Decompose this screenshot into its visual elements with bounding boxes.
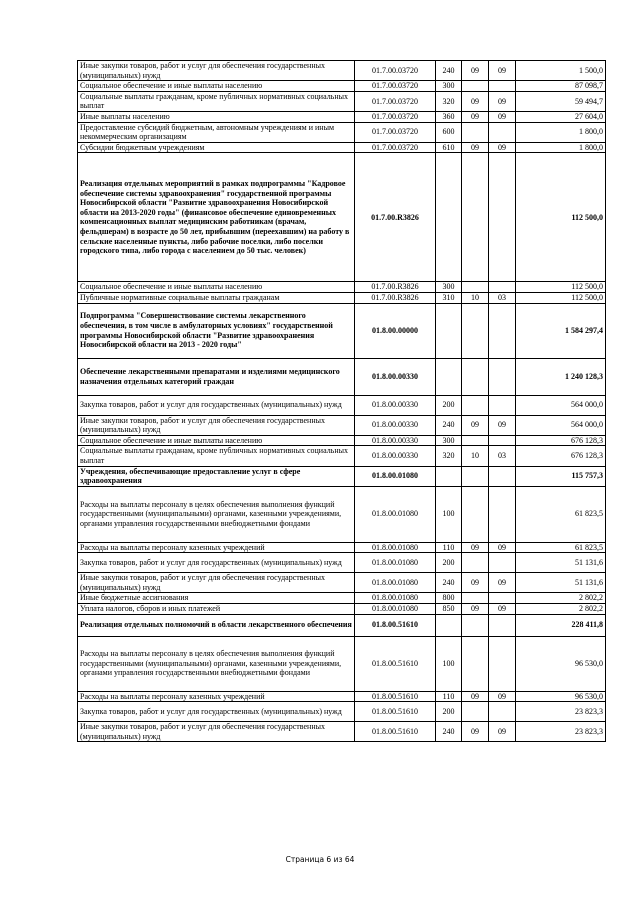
row-pr-cell: 09 [489, 573, 516, 593]
row-rz-cell: 09 [462, 604, 489, 615]
row-sum-cell: 2 802,2 [516, 593, 606, 604]
row-sum-cell: 96 530,0 [516, 691, 606, 702]
row-pr-cell [489, 614, 516, 636]
row-sum-cell: 23 823,3 [516, 722, 606, 742]
row-code-cell: 01.8.00.51610 [355, 691, 436, 702]
row-rz-cell [462, 358, 489, 395]
row-vr-cell: 200 [436, 702, 462, 722]
row-sum-cell: 27 604,0 [516, 111, 606, 122]
row-name-cell: Обеспечение лекарственными препаратами и изделиями медицинского назначения отдельных категорий граждан [78, 358, 355, 395]
row-rz-cell [462, 636, 489, 691]
table-row [78, 604, 606, 615]
row-sum-cell: 61 823,5 [516, 542, 606, 553]
row-sum-cell: 676 128,3 [516, 435, 606, 446]
row-code-cell: 01.8.00.00330 [355, 435, 436, 446]
row-rz-cell [462, 81, 489, 92]
row-name-cell: Предоставление субсидий бюджетным, автономным учреждениям и иным некоммерческим организациям [78, 122, 355, 142]
row-rz-cell [462, 486, 489, 542]
row-sum-cell: 112 500,0 [516, 292, 606, 303]
row-sum-cell: 1 800,0 [516, 142, 606, 153]
row-name-cell: Социальные выплаты гражданам, кроме публичных нормативных социальных выплат [78, 91, 355, 111]
table-row [78, 91, 606, 111]
table-row [78, 446, 606, 466]
row-sum-cell: 1 500,0 [516, 61, 606, 81]
row-rz-cell [462, 466, 489, 486]
row-pr-cell: 03 [489, 446, 516, 466]
row-name-cell: Субсидии бюджетным учреждениям [78, 142, 355, 153]
row-pr-cell: 09 [489, 61, 516, 81]
table-row [78, 542, 606, 553]
row-vr-cell: 100 [436, 486, 462, 542]
row-code-cell: 01.7.00.R3826 [355, 153, 436, 282]
row-code-cell: 01.8.00.01080 [355, 466, 436, 486]
row-sum-cell: 96 530,0 [516, 636, 606, 691]
row-vr-cell: 110 [436, 691, 462, 702]
row-pr-cell [489, 486, 516, 542]
row-name-cell: Реализация отдельных мероприятий в рамках подпрограммы "Кадровое обеспечение системы здравоохранения" государственной программы Новосибирской области "Развитие здравоохранения Новосибирской области на 2013-2020 годы" (финансовое обеспечение единовременных компенсационных выплат медицинским работникам (врачам, фельдшерам) в возрасте до 50 лет, прибывшим (переехавшим) на работу в сельские населенные пункты, либо рабочие поселки, либо поселки городского типа, либо города с населением до 50 тыс. человек) [78, 153, 355, 282]
row-name-cell: Реализация отдельных полномочий в области лекарственного обеспечения [78, 614, 355, 636]
row-name-cell: Закупка товаров, работ и услуг для государственных (муниципальных) нужд [78, 553, 355, 573]
row-rz-cell [462, 702, 489, 722]
row-pr-cell [489, 553, 516, 573]
row-vr-cell: 300 [436, 435, 462, 446]
row-name-cell: Иные закупки товаров, работ и услуг для обеспечения государственных (муниципальных) нужд [78, 573, 355, 593]
row-vr-cell [436, 303, 462, 358]
row-rz-cell: 10 [462, 446, 489, 466]
table-row [78, 636, 606, 691]
row-code-cell: 01.8.00.01080 [355, 573, 436, 593]
row-vr-cell: 200 [436, 395, 462, 415]
row-pr-cell: 09 [489, 111, 516, 122]
row-sum-cell: 1 584 297,4 [516, 303, 606, 358]
row-vr-cell: 320 [436, 446, 462, 466]
row-name-cell: Иные бюджетные ассигнования [78, 593, 355, 604]
table-row [78, 466, 606, 486]
table-row [78, 292, 606, 303]
row-pr-cell: 03 [489, 292, 516, 303]
row-vr-cell: 300 [436, 282, 462, 293]
row-pr-cell [489, 153, 516, 282]
row-pr-cell: 09 [489, 691, 516, 702]
row-pr-cell: 09 [489, 604, 516, 615]
row-name-cell: Иные закупки товаров, работ и услуг для обеспечения государственных (муниципальных) нужд [78, 61, 355, 81]
budget-table [77, 60, 606, 742]
budget-table-body [78, 61, 606, 742]
page-number-label: Страница 6 из 64 [285, 855, 355, 864]
row-vr-cell: 240 [436, 61, 462, 81]
row-rz-cell: 10 [462, 292, 489, 303]
row-vr-cell: 320 [436, 91, 462, 111]
row-pr-cell [489, 395, 516, 415]
row-name-cell: Иные закупки товаров, работ и услуг для обеспечения государственных (муниципальных) нужд [78, 722, 355, 742]
row-pr-cell [489, 358, 516, 395]
row-code-cell: 01.8.00.01080 [355, 593, 436, 604]
row-sum-cell: 23 823,3 [516, 702, 606, 722]
row-vr-cell [436, 466, 462, 486]
row-sum-cell: 1 240 128,3 [516, 358, 606, 395]
row-vr-cell: 240 [436, 573, 462, 593]
row-name-cell: Уплата налогов, сборов и иных платежей [78, 604, 355, 615]
row-vr-cell [436, 153, 462, 282]
table-row [78, 282, 606, 293]
row-rz-cell: 09 [462, 142, 489, 153]
row-rz-cell [462, 122, 489, 142]
row-vr-cell: 310 [436, 292, 462, 303]
row-name-cell: Публичные нормативные социальные выплаты гражданам [78, 292, 355, 303]
row-name-cell: Иные выплаты населению [78, 111, 355, 122]
row-name-cell: Социальные выплаты гражданам, кроме публичных нормативных социальных выплат [78, 446, 355, 466]
row-rz-cell: 09 [462, 691, 489, 702]
row-sum-cell: 87 098,7 [516, 81, 606, 92]
row-name-cell: Подпрограмма "Совершенствование системы лекарственного обеспечения, в том числе в амбулаторных условиях" государственной программы Новосибирской области "Развитие здравоохранения Новосибирской области на 2013 - 2020 годы" [78, 303, 355, 358]
row-name-cell: Учреждения, обеспечивающие предоставление услуг в сфере здравоохранения [78, 466, 355, 486]
table-row [78, 358, 606, 395]
row-sum-cell: 228 411,8 [516, 614, 606, 636]
row-code-cell: 01.7.00.03720 [355, 142, 436, 153]
row-vr-cell: 850 [436, 604, 462, 615]
table-row [78, 153, 606, 282]
row-code-cell: 01.7.00.03720 [355, 61, 436, 81]
row-code-cell: 01.8.00.00000 [355, 303, 436, 358]
row-code-cell: 01.7.00.R3826 [355, 292, 436, 303]
row-sum-cell: 676 128,3 [516, 446, 606, 466]
table-row [78, 486, 606, 542]
row-code-cell: 01.7.00.03720 [355, 122, 436, 142]
row-name-cell: Закупка товаров, работ и услуг для государственных (муниципальных) нужд [78, 702, 355, 722]
row-name-cell: Социальное обеспечение и иные выплаты населению [78, 282, 355, 293]
row-sum-cell: 59 494,7 [516, 91, 606, 111]
row-vr-cell: 100 [436, 636, 462, 691]
row-name-cell: Расходы на выплаты персоналу казенных учреждений [78, 691, 355, 702]
row-pr-cell: 09 [489, 142, 516, 153]
row-rz-cell [462, 593, 489, 604]
row-code-cell: 01.8.00.01080 [355, 604, 436, 615]
row-name-cell: Социальное обеспечение и иные выплаты населению [78, 81, 355, 92]
table-row [78, 81, 606, 92]
row-rz-cell [462, 282, 489, 293]
row-pr-cell [489, 593, 516, 604]
row-sum-cell: 51 131,6 [516, 573, 606, 593]
row-code-cell: 01.8.00.51610 [355, 702, 436, 722]
row-vr-cell: 110 [436, 542, 462, 553]
row-code-cell: 01.7.00.03720 [355, 81, 436, 92]
table-row [78, 702, 606, 722]
row-code-cell: 01.7.00.03720 [355, 111, 436, 122]
table-row [78, 593, 606, 604]
row-pr-cell: 09 [489, 542, 516, 553]
row-name-cell: Иные закупки товаров, работ и услуг для обеспечения государственных (муниципальных) нужд [78, 415, 355, 435]
row-code-cell: 01.8.00.00330 [355, 415, 436, 435]
row-sum-cell: 112 500,0 [516, 282, 606, 293]
row-sum-cell: 1 800,0 [516, 122, 606, 142]
table-row [78, 553, 606, 573]
table-row [78, 122, 606, 142]
row-code-cell: 01.7.00.R3826 [355, 282, 436, 293]
table-row [78, 722, 606, 742]
row-vr-cell: 240 [436, 722, 462, 742]
row-rz-cell: 09 [462, 415, 489, 435]
row-code-cell: 01.8.00.01080 [355, 542, 436, 553]
row-rz-cell [462, 614, 489, 636]
row-pr-cell [489, 466, 516, 486]
row-sum-cell: 61 823,5 [516, 486, 606, 542]
row-pr-cell: 09 [489, 91, 516, 111]
row-vr-cell: 240 [436, 415, 462, 435]
row-sum-cell: 112 500,0 [516, 153, 606, 282]
row-code-cell: 01.8.00.01080 [355, 486, 436, 542]
row-vr-cell: 360 [436, 111, 462, 122]
table-row [78, 691, 606, 702]
row-vr-cell [436, 614, 462, 636]
row-code-cell: 01.8.00.00330 [355, 358, 436, 395]
row-sum-cell: 564 000,0 [516, 415, 606, 435]
table-row [78, 303, 606, 358]
row-code-cell: 01.7.00.03720 [355, 91, 436, 111]
row-rz-cell [462, 435, 489, 446]
row-pr-cell [489, 702, 516, 722]
row-code-cell: 01.8.00.00330 [355, 446, 436, 466]
row-rz-cell: 09 [462, 542, 489, 553]
row-name-cell: Социальное обеспечение и иные выплаты населению [78, 435, 355, 446]
table-row [78, 111, 606, 122]
row-rz-cell: 09 [462, 111, 489, 122]
row-pr-cell [489, 303, 516, 358]
row-pr-cell: 09 [489, 415, 516, 435]
row-rz-cell: 09 [462, 573, 489, 593]
page-footer [0, 855, 640, 864]
row-vr-cell [436, 358, 462, 395]
row-sum-cell: 115 757,3 [516, 466, 606, 486]
table-row [78, 573, 606, 593]
row-pr-cell: 09 [489, 722, 516, 742]
row-pr-cell [489, 81, 516, 92]
row-vr-cell: 800 [436, 593, 462, 604]
row-name-cell: Закупка товаров, работ и услуг для государственных (муниципальных) нужд [78, 395, 355, 415]
row-pr-cell [489, 435, 516, 446]
row-code-cell: 01.8.00.51610 [355, 636, 436, 691]
row-code-cell: 01.8.00.51610 [355, 614, 436, 636]
row-rz-cell [462, 153, 489, 282]
row-code-cell: 01.8.00.01080 [355, 553, 436, 573]
row-name-cell: Расходы на выплаты персоналу в целях обеспечения выполнения функций государственными (муниципальными) органами, казенными учреждениями, органами управления государственными внебюджетными фондами [78, 486, 355, 542]
row-vr-cell: 610 [436, 142, 462, 153]
table-row [78, 142, 606, 153]
table-row [78, 415, 606, 435]
row-sum-cell: 51 131,6 [516, 553, 606, 573]
row-sum-cell: 564 000,0 [516, 395, 606, 415]
row-vr-cell: 300 [436, 81, 462, 92]
row-vr-cell: 600 [436, 122, 462, 142]
row-sum-cell: 2 802,2 [516, 604, 606, 615]
table-row [78, 61, 606, 81]
row-rz-cell: 09 [462, 61, 489, 81]
row-pr-cell [489, 636, 516, 691]
row-rz-cell [462, 395, 489, 415]
row-vr-cell: 200 [436, 553, 462, 573]
row-code-cell: 01.8.00.00330 [355, 395, 436, 415]
table-row [78, 395, 606, 415]
table-row [78, 435, 606, 446]
row-name-cell: Расходы на выплаты персоналу в целях обеспечения выполнения функций государственными (муниципальными) органами, казенными учреждениями, органами управления государственными внебюджетными фондами [78, 636, 355, 691]
row-rz-cell [462, 553, 489, 573]
row-rz-cell [462, 303, 489, 358]
table-row [78, 614, 606, 636]
row-name-cell: Расходы на выплаты персоналу казенных учреждений [78, 542, 355, 553]
row-pr-cell [489, 282, 516, 293]
row-rz-cell: 09 [462, 91, 489, 111]
row-code-cell: 01.8.00.51610 [355, 722, 436, 742]
row-pr-cell [489, 122, 516, 142]
row-rz-cell: 09 [462, 722, 489, 742]
